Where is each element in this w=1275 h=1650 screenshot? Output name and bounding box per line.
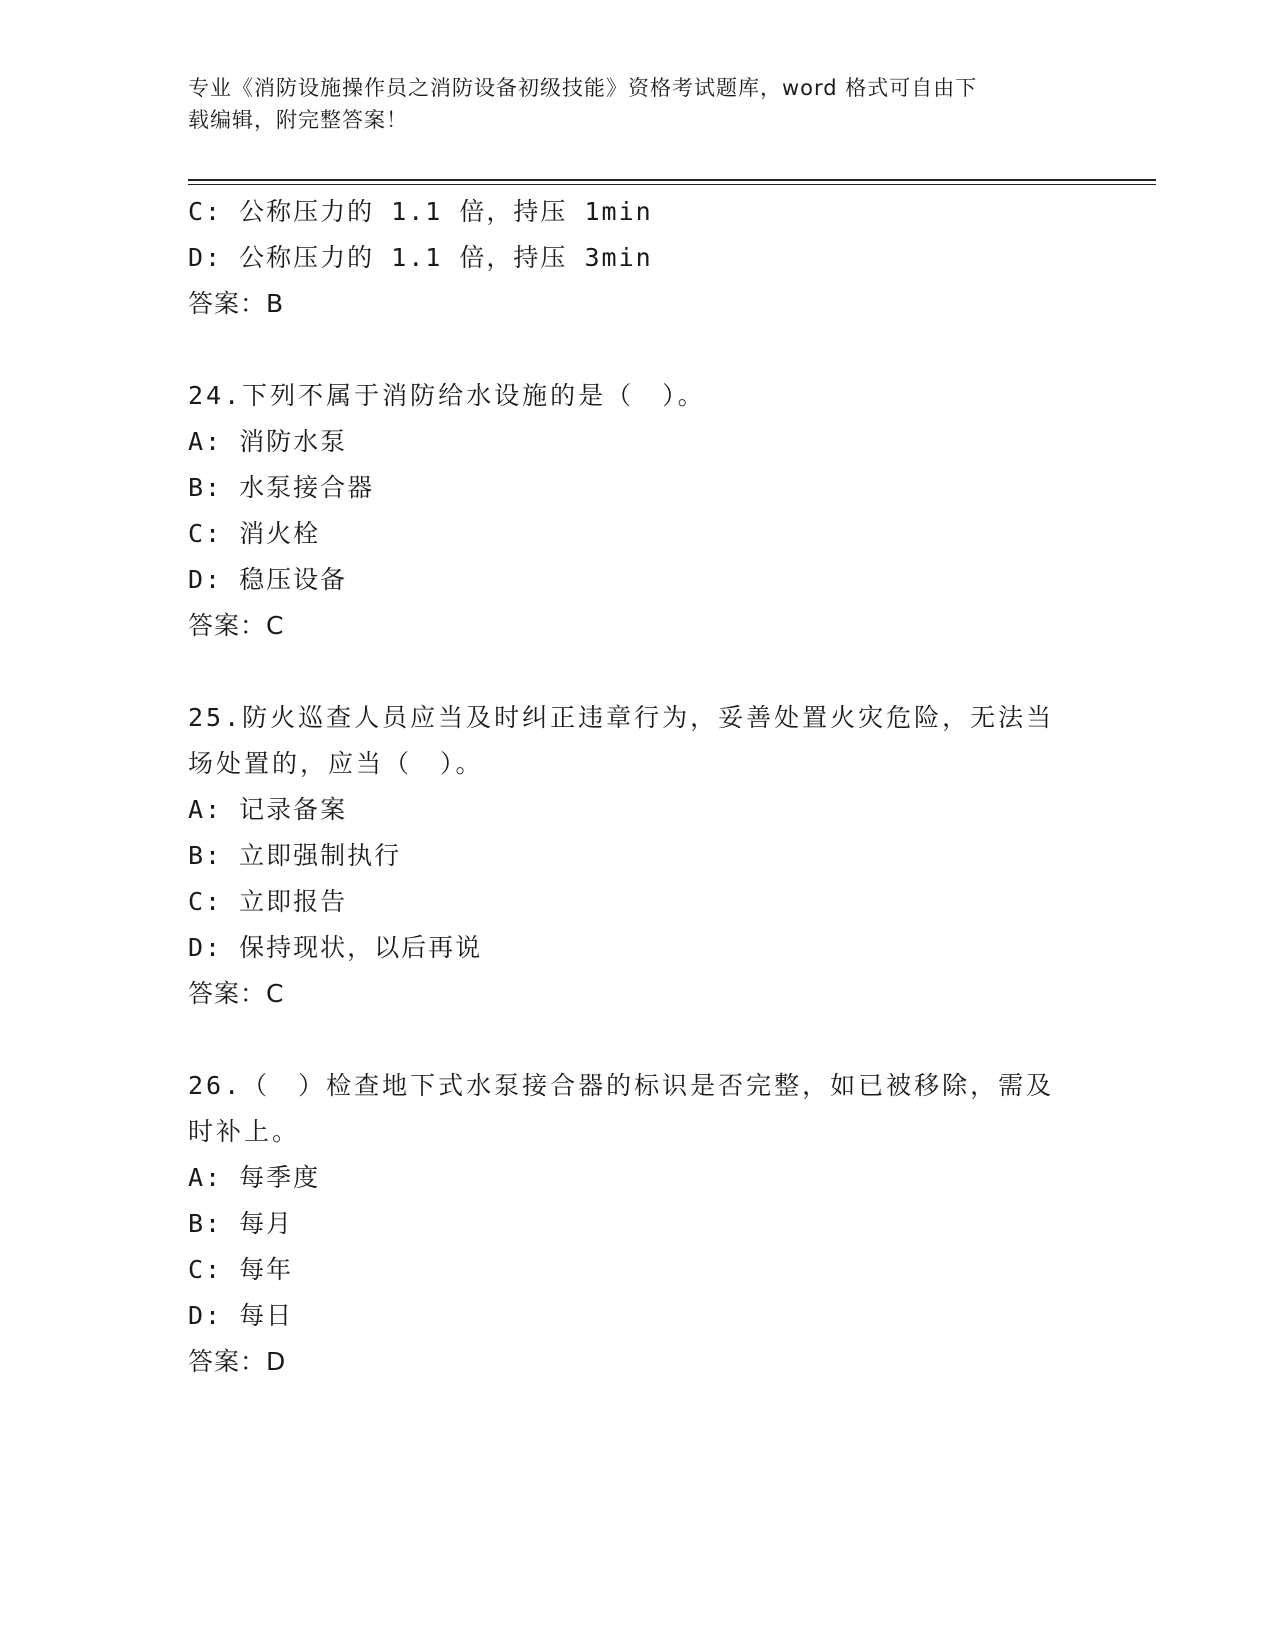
option-a: A: 消防水泵 <box>188 427 348 456</box>
document-header <box>188 72 1068 136</box>
option-b: B: 水泵接合器 <box>188 473 375 502</box>
header-line-1: 专业《消防设施操作员之消防设备初级技能》资格考试题库，word 格式可自由下 <box>188 76 978 100</box>
spacer <box>188 649 1088 695</box>
answer-line: 答案：B <box>188 289 285 318</box>
question-list <box>188 189 1088 1385</box>
option-c: C: 立即报告 <box>188 887 348 916</box>
question-23-continued <box>188 189 1088 327</box>
question-stem-line-1: 25.防火巡查人员应当及时纠正违章行为，妥善处置火灾危险，无法当 <box>188 703 1055 732</box>
option-c: C: 消火栓 <box>188 519 321 548</box>
question-stem-line-2: 场处置的，应当（ ）。 <box>188 749 484 778</box>
question-stem-line-1: 26.（ ）检查地下式水泵接合器的标识是否完整，如已被移除，需及 <box>188 1071 1055 1100</box>
option-d: D: 每日 <box>188 1301 294 1330</box>
option-d: D: 公称压力的 1.1 倍，持压 3min <box>188 243 653 272</box>
question-stem: 24.下列不属于消防给水设施的是（ ）。 <box>188 381 706 410</box>
spacer <box>188 1017 1088 1063</box>
option-a: A: 记录备案 <box>188 795 348 824</box>
answer-line: 答案：C <box>188 611 285 640</box>
option-d: D: 稳压设备 <box>188 565 348 594</box>
option-b: B: 每月 <box>188 1209 294 1238</box>
option-c: C: 公称压力的 1.1 倍，持压 1min <box>188 197 653 226</box>
option-b: B: 立即强制执行 <box>188 841 402 870</box>
header-divider-thin <box>188 184 1156 185</box>
question-25 <box>188 695 1088 1017</box>
answer-line: 答案：C <box>188 979 285 1008</box>
question-24 <box>188 373 1088 649</box>
option-c: C: 每年 <box>188 1255 294 1284</box>
header-divider-thick <box>188 179 1156 181</box>
option-d: D: 保持现状，以后再说 <box>188 933 483 962</box>
answer-line: 答案：D <box>188 1347 287 1376</box>
spacer <box>188 327 1088 373</box>
question-26 <box>188 1063 1088 1385</box>
option-a: A: 每季度 <box>188 1163 321 1192</box>
question-stem-line-2: 时补上。 <box>188 1117 301 1146</box>
header-line-2: 载编辑，附完整答案！ <box>188 108 408 132</box>
